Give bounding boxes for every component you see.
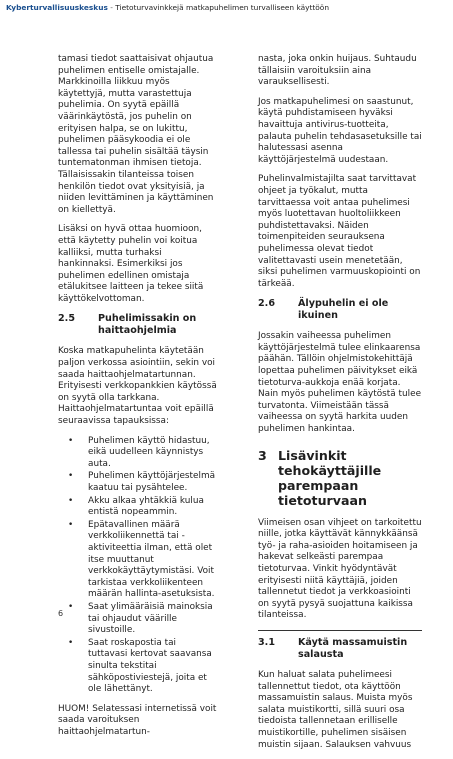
paragraph: HUOM! Selatessasi internetissä voit saada varoituksen haittaohjelmatartun-: [58, 703, 217, 737]
paragraph: Jossakin vaiheessa puhelimen käyttöjärjestelmä tulee elinkaarensa päähän. Tällöin ohjelmistokehittäjä lopettaa puhelimen päivitykset eikä tietoturva-aukkoja enää korjata. Nain myös puhelimen käytöstä tulee turvatonta. Viimeistään tässä vaiheessa on syytä harkita uuden puhelimen hankintaa.: [258, 331, 422, 435]
page-number: 6: [58, 609, 64, 618]
list-item-text: Saat roskapostia tai tuttavasi kertovat saavansa sinulta tekstitai sähköpostiviestejä, joita et ole lähettänyt.: [88, 637, 212, 695]
list-item: [58, 638, 218, 696]
header-title: Tietoturvavinkkejä matkapuhelimen turvalliseen käyttöön: [115, 3, 330, 12]
section-number: 2.5: [58, 313, 75, 325]
paragraph: Viimeisen osan vihjeet on tarkoitettu niille, jotka käyttävät kännykkäänsä työ- ja raha-asioiden hoitamiseen ja hakevat selkeästi parempaa tietoturvaa. Vinkit hyödyntävät erityisesti niitä käyttäjiä, joiden tallennetut tiedot ja verkkoasiointi on syytä pysyä suojattuna kaikissa tilanteissa.: [258, 517, 422, 621]
paragraph: nasta, joka onkin huijaus. Suhtaudu tällaisiin varoituksiin aina varauksellisesti.: [258, 54, 417, 88]
paragraph: Jos matkapuhelimesi on saastunut, käytä puhdistamiseen hyväksi havaittuja antivirus-tuotteita, palauta puhelin tehdasasetuksille tai halutessasi asenna käyttöjärjestelmä uudestaan.: [258, 96, 422, 165]
bullet-icon: •: [68, 471, 74, 482]
bullet-icon: •: [68, 637, 74, 648]
list-item-text: Puhelimen käyttöjärjestelmä kaatuu tai pysähtelee.: [88, 471, 216, 493]
section-heading-2-5: [58, 313, 218, 337]
list-item: [58, 436, 218, 471]
section-divider: [258, 630, 422, 631]
list-item-text: Saat ylimääräisiä mainoksia tai ohjaudut väärille sivustoille.: [88, 601, 213, 636]
header-separator: -: [107, 3, 116, 12]
section-number: 3.1: [258, 636, 275, 648]
paragraph: Lisäksi on hyvä ottaa huomioon, että käytetty puhelin voi koitua kalliiksi, mutta turhaksi hankinnaksi. Esimerkiksi jos puhelimen edellinen omistaja etälukitsee laitteen ja tekee siitä käyttökelvottoman.: [58, 224, 204, 304]
section-title: Älypuhelin ei ole ikuinen: [298, 298, 389, 322]
bullet-icon: •: [68, 519, 74, 530]
list-item-text: Puhelimen käyttö hidastuu, eikä uudelleen käynnistys auta.: [88, 435, 210, 469]
list-item: [58, 520, 218, 601]
chapter-number: 3: [258, 447, 267, 463]
list-item-text: Akku alkaa yhtäkkiä kulua entistä nopeammin.: [88, 495, 204, 518]
section-heading-2-6: [258, 298, 422, 322]
paragraph: tamasi tiedot saattaisivat ohjautua puhelimen entiselle omistajalle. Markkinoilla liikkuu myös käytettyjä, mutta varastettuja puhelimia. On syytä epäillä väärinkäytöstä, jos puhelin on erityisen halpa, se on lukittu, puhelimen pääsykoodia ei ole tallessa tai puhelin sisältää täysin tuntematonman ihmisen tietoja. Tällaisissakin tilanteissa toisen henkilön tiedot ovat yksityisiä, ja niiden levittäminen ja käyttäminen on kiellettyä.: [58, 54, 214, 215]
left-column: [58, 54, 218, 746]
list-item: [58, 602, 218, 637]
chapter-heading-3: [258, 448, 422, 508]
paragraph: Puhelinvalmistajilta saat tarvittavat ohjeet ja työkalut, mutta tarvittaessa voit antaa puhelimesi myös luotettavan huoltoliikkeen puhdistettavaksi. Näiden toimenpiteiden seurauksena puhelimessa olevat tiedot valitettavasti usein menetetään, siksi puhelimen varmuuskopiointi on tärkeää.: [258, 174, 421, 289]
list-item: [58, 471, 218, 494]
symptom-list: [58, 436, 218, 696]
list-item: [58, 496, 218, 519]
header-brand: Kyberturvallisuuskeskus: [6, 3, 108, 12]
bullet-icon: •: [68, 435, 74, 446]
section-heading-3-1: [258, 637, 422, 661]
section-title: Käytä massamuistin salausta: [298, 636, 408, 660]
right-column: [258, 54, 422, 759]
page-header: [6, 3, 446, 12]
section-title: Puhelimissakin on haittaohjelmia: [98, 313, 197, 337]
chapter-title: Lisävinkit tehokäyttäjille parempaan tietoturvaan: [278, 447, 382, 508]
section-number: 2.6: [258, 298, 275, 310]
list-item-text: Epätavallinen määrä verkkoliikennettä tai -aktiviteettia ilman, että olet itse muuttanut verkkokäyttäytymistäsi. Voit tarkistaa verkkoliikenteen määrän hallinta-asetuksista.: [88, 519, 215, 600]
paragraph: Koska matkapuhelinta käytetään paljon verkossa asiointiin, sekin voi saada haittaohjelmatartunnan. Erityisesti verkkopankkien käytössä on syytä olla tarkkana. Haittaohjelmatartuntaa voit epäillä seuraavissa tapauksissa:: [58, 346, 217, 427]
bullet-icon: •: [68, 601, 74, 612]
bullet-icon: •: [68, 495, 74, 506]
paragraph: Kun haluat salata puhelimeesi tallennettut tiedot, ota käyttöön massamuistin salaus. Muista myös salata muistikortti, sillä suuri osa tiedoista tallennetaan erilliselle muistikortille, puhelimen sisäisen muistin sijaan. Salauksen vahvuus: [258, 669, 413, 750]
